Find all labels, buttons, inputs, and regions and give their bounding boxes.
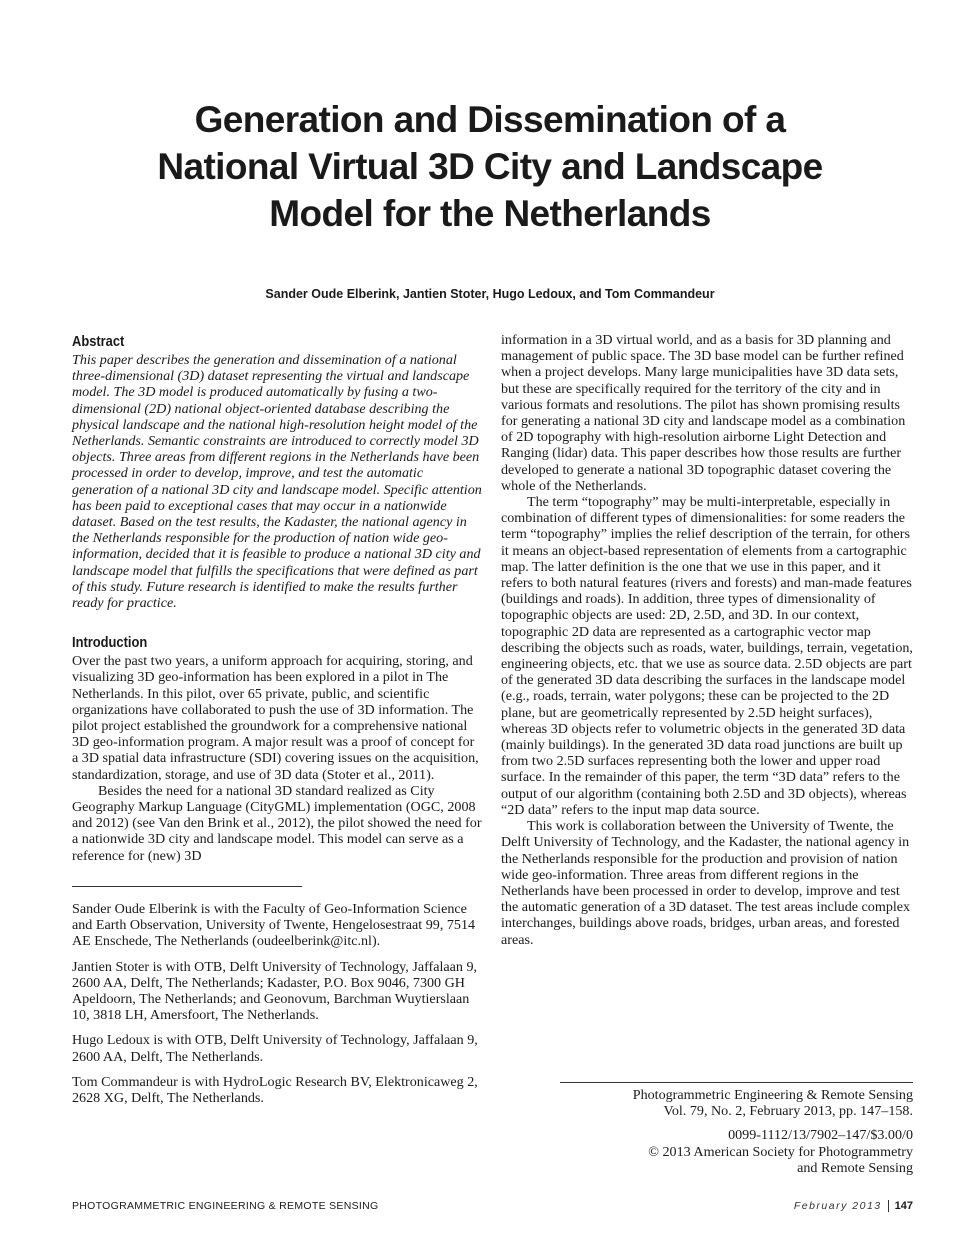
body-paragraph-1: information in a 3D virtual world, and as a basis for 3D planning and management of public space. The 3D base model can be further refined when a project develops. Many large municipalities have 3D data sets, but these are specifically required for the territory of the city and in various formats and resolutions. The pilot has shown promising results for generating a national 3D city and landscape model as a combination of 2D topography with high-resolution airborne Light Detection and Ranging (lidar) data. This paper describes how those results are further developed to generate a national 3D topographic dataset covering the whole of the Netherlands. [501, 332, 906, 494]
title-line-1: Generation and Dissemination of a [194, 99, 786, 140]
page-number: 147 [894, 1200, 913, 1212]
journal-info [560, 1082, 913, 1176]
title-line-2: National Virtual 3D City and Landscape [157, 146, 823, 187]
page-footer [72, 1200, 913, 1214]
right-column [501, 332, 913, 948]
journal-name: Photogrammetric Engineering & Remote Sensing [632, 1087, 913, 1103]
journal-copyright-cont: and Remote Sensing [797, 1159, 913, 1176]
footer-right [794, 1200, 913, 1212]
affiliation-3: Hugo Ledoux is with OTB, Delft University of Technology, Jaffalaan 9, 2600 AA, Delft, The Netherlands. [72, 1032, 478, 1065]
footer-date: February 2013 [793, 1200, 882, 1212]
affiliation-4: Tom Commandeur is with HydroLogic Research BV, Elektronicaweg 2, 2628 XG, Delft, The Netherlands. [72, 1073, 478, 1106]
paper-title [90, 96, 890, 237]
footer-journal: PHOTOGRAMMETRIC ENGINEERING & REMOTE SENSING [72, 1200, 379, 1212]
abstract-text: This paper describes the generation and dissemination of a national three-dimensional (3D) dataset representing the virtual and landscape model. The 3D model is produced automatically by fusing a two-dimensional (2D) national object-oriented database describing the physical landscape and the national high-resolution height model of the Netherlands. Semantic constraints are introduced to correctly model 3D objects. Three areas from different regions in the Netherlands have been processed in order to develop, improve, and test the automatic generation of a national 3D city and landscape model. Specific attention has been paid to exceptional cases that may occur in a nationwide dataset. Based on the test results, the Kadaster, the national agency in the Netherlands responsible for the production of nation wide geo-information, decided that it is feasible to produce a national 3D city and landscape model that fulfills the specifications that were defined as part of this study. Future research is identified to make the results further ready for practice. [72, 352, 482, 612]
left-column [72, 332, 482, 1115]
footer-separator [888, 1200, 889, 1212]
introduction-heading: Introduction [72, 634, 148, 652]
introduction-paragraph-1: Over the past two years, a uniform approach for acquiring, storing, and visualizing 3D geo-information has been explored in a pilot in The Netherlands. In this pilot, over 65 private, public, and scientific organizations have collaborated to push the use of 3D information. The pilot project established the groundwork for a comprehensive national 3D geo-information program. A major result was a proof of concept for a 3D spatial data infrastructure (SDI) covering issues on the acquisition, standardization, storage, and use of 3D data (Stoter et al., 2011). [72, 653, 479, 783]
affiliation-1: Sander Oude Elberink is with the Faculty of Geo-Information Science and Earth Observation, University of Twente, Hengelosestraat 99, 7514 AE Enschede, The Netherlands (oudeelberink@itc.nl). [72, 900, 476, 950]
abstract-heading: Abstract [72, 333, 125, 350]
body-paragraph-3: This work is collaboration between the University of Twente, the Delft University of Technology, and the Kadaster, the national agency in the Netherlands responsible for the production and provision of nation wide geo-information. Three areas from different regions in the Netherlands have been processed in order to develop, improve and test the automatic generation of a 3D dataset. The test areas include complex interchanges, buildings above roads, bridges, urban areas, and forested areas. [501, 818, 911, 948]
journal-issn: 0099-1112/13/7902–147/$3.00/0 [728, 1127, 913, 1144]
title-line-3: Model for the Netherlands [269, 193, 711, 234]
affiliation-2: Jantien Stoter is with OTB, Delft University of Technology, Jaffalaan 9, 2600 AA, Delft, The Netherlands; Kadaster, P.O. Box 9046, 7300 GH Apeldoorn, The Netherlands; and Geonovum, Barchman Wuytierslaan 10, 3818 LH, Amersfoort, The Netherlands. [72, 958, 478, 1024]
journal-copyright: © 2013 American Society for Photogrammetry [648, 1143, 913, 1160]
body-paragraph-2: The term “topography” may be multi-interpretable, especially in combination of different types of dimensionalities: for some readers the term “topography” implies the relief description of the terrain, for others it means an object-based representation of elements from a cartographic map. The latter definition is the one that we use in this paper, and it refers to both natural features (rivers and forests) and man-made features (buildings and roads). In addition, three types of dimensionality of topographic objects are used: 2D, 2.5D, and 3D. In our context, topographic 2D data are represented as a cartographic vector map describing the objects such as roads, water, buildings, terrain, vegetation, engineering objects, etc. that we use as source data. 2.5D objects are part of the generated 3D data describing the surfaces in the landscape model (e.g., roads, terrain, water polygons; these can be projected to the 2D plane, but are geometrically represented by 2.5D height surfaces), whereas 3D objects refer to volumetric objects in the generated 3D data (mainly buildings). In the generated 3D data road junctions are built up from two 2.5D surfaces representing both the lower and upper road surface. In the remainder of this paper, the term “3D data” refers to the output of our algorithm (containing both 2.5D and 3D objects), whereas “2D data” refers to the input map data source. [501, 494, 913, 818]
introduction-paragraph-2: Besides the need for a national 3D standard realized as City Geography Markup Language (CityGML) implementation (OGC, 2008 and 2012) (see Van den Brink et al., 2012), the pilot showed the need for a nationwide 3D city and landscape model. This model can serve as a reference for (new) 3D [72, 782, 482, 864]
author-list: Sander Oude Elberink, Jantien Stoter, Hugo Ledoux, and Tom Commandeur [265, 287, 715, 301]
footnote-divider [72, 886, 302, 887]
journal-volume: Vol. 79, No. 2, February 2013, pp. 147–158. [663, 1103, 913, 1120]
